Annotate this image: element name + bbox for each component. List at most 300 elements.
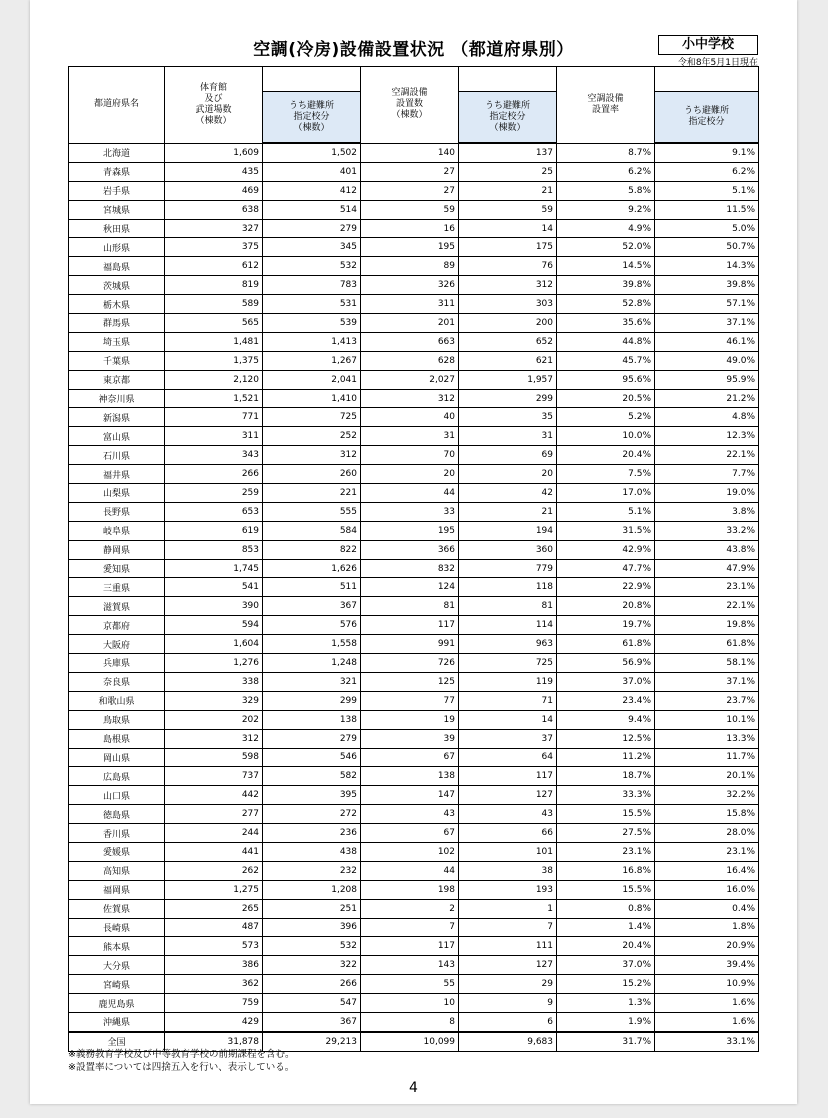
header-line: 設置率 xyxy=(591,104,619,115)
value-cell: 576 xyxy=(263,616,361,635)
value-cell: 45.7% xyxy=(557,351,655,370)
value-cell: 11.5% xyxy=(655,200,759,219)
value-cell: 312 xyxy=(165,729,263,748)
value-cell: 20.4% xyxy=(557,937,655,956)
header-line: 体育館 xyxy=(199,82,227,93)
value-cell: 202 xyxy=(165,710,263,729)
value-cell: 375 xyxy=(165,238,263,257)
value-cell: 37.0% xyxy=(557,956,655,975)
prefecture-cell: 福岡県 xyxy=(69,880,165,899)
prefecture-cell: 高知県 xyxy=(69,861,165,880)
value-cell: 22.1% xyxy=(655,446,759,465)
value-cell: 118 xyxy=(459,578,557,597)
value-cell: 429 xyxy=(165,1012,263,1031)
value-cell: 14.5% xyxy=(557,257,655,276)
value-cell: 2,027 xyxy=(361,370,459,389)
prefecture-cell: 長野県 xyxy=(69,502,165,521)
value-cell: 5.1% xyxy=(655,181,759,200)
value-cell: 22.9% xyxy=(557,578,655,597)
value-cell: 326 xyxy=(361,276,459,295)
value-cell: 628 xyxy=(361,351,459,370)
value-cell: 47.7% xyxy=(557,559,655,578)
prefecture-cell: 京都府 xyxy=(69,616,165,635)
value-cell: 441 xyxy=(165,842,263,861)
header-line: 空調設備 xyxy=(391,88,428,99)
value-cell: 725 xyxy=(459,654,557,673)
value-cell: 9.4% xyxy=(557,710,655,729)
value-cell: 311 xyxy=(165,427,263,446)
value-cell: 117 xyxy=(361,937,459,956)
value-cell: 31 xyxy=(459,427,557,446)
value-cell: 33.1% xyxy=(655,1032,759,1051)
value-cell: 31.5% xyxy=(557,521,655,540)
prefecture-cell: 佐賀県 xyxy=(69,899,165,918)
value-cell: 511 xyxy=(263,578,361,597)
table-row xyxy=(69,200,759,219)
value-cell: 299 xyxy=(459,389,557,408)
value-cell: 541 xyxy=(165,578,263,597)
table-row xyxy=(69,956,759,975)
value-cell: 15.5% xyxy=(557,805,655,824)
value-cell: 44.8% xyxy=(557,332,655,351)
table-body xyxy=(69,143,759,1051)
value-cell: 9,683 xyxy=(459,1032,557,1051)
value-cell: 23.1% xyxy=(655,578,759,597)
value-cell: 37.1% xyxy=(655,314,759,333)
value-cell: 252 xyxy=(263,427,361,446)
prefecture-cell: 千葉県 xyxy=(69,351,165,370)
table-row xyxy=(69,729,759,748)
value-cell: 401 xyxy=(263,162,361,181)
table-row xyxy=(69,710,759,729)
table-row xyxy=(69,597,759,616)
value-cell: 66 xyxy=(459,824,557,843)
value-cell: 19 xyxy=(361,710,459,729)
value-cell: 6 xyxy=(459,1012,557,1031)
prefecture-cell: 大阪府 xyxy=(69,635,165,654)
value-cell: 5.1% xyxy=(557,502,655,521)
value-cell: 991 xyxy=(361,635,459,654)
value-cell: 69 xyxy=(459,446,557,465)
value-cell: 7 xyxy=(459,918,557,937)
value-cell: 198 xyxy=(361,880,459,899)
value-cell: 6.2% xyxy=(655,162,759,181)
value-cell: 236 xyxy=(263,824,361,843)
value-cell: 251 xyxy=(263,899,361,918)
value-cell: 343 xyxy=(165,446,263,465)
value-cell: 20 xyxy=(361,465,459,484)
value-cell: 31.7% xyxy=(557,1032,655,1051)
prefecture-cell: 三重県 xyxy=(69,578,165,597)
table-row xyxy=(69,219,759,238)
value-cell: 119 xyxy=(459,672,557,691)
value-cell: 31,878 xyxy=(165,1032,263,1051)
value-cell: 312 xyxy=(459,276,557,295)
header-line: 指定校分 xyxy=(489,111,526,122)
value-cell: 395 xyxy=(263,786,361,805)
value-cell: 327 xyxy=(165,219,263,238)
value-cell: 582 xyxy=(263,767,361,786)
value-cell: 44 xyxy=(361,861,459,880)
value-cell: 1,248 xyxy=(263,654,361,673)
value-cell: 89 xyxy=(361,257,459,276)
header-line: 武道場数 xyxy=(195,104,232,115)
value-cell: 3.8% xyxy=(655,502,759,521)
table-row xyxy=(69,578,759,597)
value-cell: 1,609 xyxy=(165,143,263,162)
value-cell: 25 xyxy=(459,162,557,181)
value-cell: 832 xyxy=(361,559,459,578)
value-cell: 10.0% xyxy=(557,427,655,446)
value-cell: 232 xyxy=(263,861,361,880)
table-row xyxy=(69,484,759,503)
prefecture-cell: 新潟県 xyxy=(69,408,165,427)
value-cell: 35.6% xyxy=(557,314,655,333)
value-cell: 42.9% xyxy=(557,540,655,559)
value-cell: 32.2% xyxy=(655,786,759,805)
value-cell: 266 xyxy=(165,465,263,484)
value-cell: 201 xyxy=(361,314,459,333)
value-cell: 822 xyxy=(263,540,361,559)
table-row xyxy=(69,899,759,918)
value-cell: 9.1% xyxy=(655,143,759,162)
value-cell: 390 xyxy=(165,597,263,616)
value-cell: 771 xyxy=(165,408,263,427)
table-row xyxy=(69,465,759,484)
value-cell: 16.0% xyxy=(655,880,759,899)
table-row xyxy=(69,540,759,559)
table-row xyxy=(69,370,759,389)
value-cell: 1,957 xyxy=(459,370,557,389)
header-line: うち避難所 xyxy=(683,106,729,116)
table-row xyxy=(69,143,759,162)
value-cell: 0.8% xyxy=(557,899,655,918)
table-row xyxy=(69,786,759,805)
header-gym xyxy=(165,67,263,144)
value-cell: 1,604 xyxy=(165,635,263,654)
value-cell: 244 xyxy=(165,824,263,843)
value-cell: 127 xyxy=(459,786,557,805)
header-line: 空調設備 xyxy=(587,93,624,104)
prefecture-cell: 大分県 xyxy=(69,956,165,975)
value-cell: 39.8% xyxy=(655,276,759,295)
value-cell: 101 xyxy=(459,842,557,861)
value-cell: 321 xyxy=(263,672,361,691)
value-cell: 2,041 xyxy=(263,370,361,389)
value-cell: 39.4% xyxy=(655,956,759,975)
value-cell: 1.4% xyxy=(557,918,655,937)
value-cell: 14.3% xyxy=(655,257,759,276)
prefecture-cell: 山梨県 xyxy=(69,484,165,503)
value-cell: 140 xyxy=(361,143,459,162)
value-cell: 514 xyxy=(263,200,361,219)
prefecture-cell: 埼玉県 xyxy=(69,332,165,351)
header-pref: 都道府県名 xyxy=(69,67,165,144)
value-cell: 70 xyxy=(361,446,459,465)
prefecture-cell: 福島県 xyxy=(69,257,165,276)
value-cell: 345 xyxy=(263,238,361,257)
value-cell: 28.0% xyxy=(655,824,759,843)
value-cell: 612 xyxy=(165,257,263,276)
prefecture-cell: 岡山県 xyxy=(69,748,165,767)
value-cell: 759 xyxy=(165,994,263,1013)
value-cell: 95.9% xyxy=(655,370,759,389)
value-cell: 193 xyxy=(459,880,557,899)
header-line: （棟数） xyxy=(489,122,526,133)
value-cell: 312 xyxy=(263,446,361,465)
table-row xyxy=(69,672,759,691)
header-line: 設置数 xyxy=(395,99,423,110)
prefecture-cell: 群馬県 xyxy=(69,314,165,333)
value-cell: 55 xyxy=(361,975,459,994)
value-cell: 15.5% xyxy=(557,880,655,899)
value-cell: 329 xyxy=(165,691,263,710)
prefecture-cell: 山口県 xyxy=(69,786,165,805)
value-cell: 584 xyxy=(263,521,361,540)
value-cell: 8 xyxy=(361,1012,459,1031)
value-cell: 59 xyxy=(361,200,459,219)
value-cell: 31 xyxy=(361,427,459,446)
value-cell: 40 xyxy=(361,408,459,427)
footnote-2: ※設置率については四捨五入を行い、表示している。 xyxy=(68,1062,295,1073)
value-cell: 61.8% xyxy=(655,635,759,654)
value-cell: 8.7% xyxy=(557,143,655,162)
value-cell: 260 xyxy=(263,465,361,484)
value-cell: 124 xyxy=(361,578,459,597)
value-cell: 59 xyxy=(459,200,557,219)
value-cell: 56.9% xyxy=(557,654,655,673)
value-cell: 76 xyxy=(459,257,557,276)
value-cell: 663 xyxy=(361,332,459,351)
school-type-badge: 小中学校 xyxy=(658,35,758,55)
value-cell: 12.3% xyxy=(655,427,759,446)
value-cell: 13.3% xyxy=(655,729,759,748)
prefecture-cell: 長崎県 xyxy=(69,918,165,937)
value-cell: 117 xyxy=(361,616,459,635)
value-cell: 14 xyxy=(459,219,557,238)
value-cell: 726 xyxy=(361,654,459,673)
value-cell: 303 xyxy=(459,295,557,314)
value-cell: 11.2% xyxy=(557,748,655,767)
value-cell: 1.6% xyxy=(655,994,759,1013)
value-cell: 367 xyxy=(263,1012,361,1031)
value-cell: 1.3% xyxy=(557,994,655,1013)
header-line: うち避難所 xyxy=(484,100,530,111)
value-cell: 11.7% xyxy=(655,748,759,767)
value-cell: 46.1% xyxy=(655,332,759,351)
header-line: うち避難所 xyxy=(288,100,334,111)
value-cell: 1,626 xyxy=(263,559,361,578)
value-cell: 61.8% xyxy=(557,635,655,654)
table-row xyxy=(69,767,759,786)
value-cell: 7 xyxy=(361,918,459,937)
value-cell: 262 xyxy=(165,861,263,880)
value-cell: 279 xyxy=(263,219,361,238)
table-row xyxy=(69,994,759,1013)
value-cell: 9.2% xyxy=(557,200,655,219)
value-cell: 539 xyxy=(263,314,361,333)
value-cell: 277 xyxy=(165,805,263,824)
header-line: 指定校分 xyxy=(293,111,330,122)
value-cell: 23.1% xyxy=(557,842,655,861)
value-cell: 652 xyxy=(459,332,557,351)
value-cell: 23.7% xyxy=(655,691,759,710)
value-cell: 20 xyxy=(459,465,557,484)
value-cell: 366 xyxy=(361,540,459,559)
table-row xyxy=(69,238,759,257)
value-cell: 725 xyxy=(263,408,361,427)
header-rate xyxy=(557,67,655,144)
header-ac-shelter xyxy=(459,92,557,144)
value-cell: 127 xyxy=(459,956,557,975)
value-cell: 175 xyxy=(459,238,557,257)
value-cell: 52.8% xyxy=(557,295,655,314)
value-cell: 29,213 xyxy=(263,1032,361,1051)
value-cell: 143 xyxy=(361,956,459,975)
value-cell: 1,276 xyxy=(165,654,263,673)
value-cell: 311 xyxy=(361,295,459,314)
table-row xyxy=(69,918,759,937)
prefecture-cell: 神奈川県 xyxy=(69,389,165,408)
value-cell: 195 xyxy=(361,238,459,257)
value-cell: 1,413 xyxy=(263,332,361,351)
value-cell: 19.0% xyxy=(655,484,759,503)
value-cell: 438 xyxy=(263,842,361,861)
value-cell: 33.3% xyxy=(557,786,655,805)
value-cell: 43.8% xyxy=(655,540,759,559)
value-cell: 1,481 xyxy=(165,332,263,351)
table-row xyxy=(69,276,759,295)
value-cell: 43 xyxy=(361,805,459,824)
header-gym-shelter xyxy=(263,92,361,144)
table-row xyxy=(69,427,759,446)
header-ac xyxy=(361,67,459,144)
value-cell: 29 xyxy=(459,975,557,994)
value-cell: 43 xyxy=(459,805,557,824)
value-cell: 435 xyxy=(165,162,263,181)
prefecture-cell: 岩手県 xyxy=(69,181,165,200)
value-cell: 22.1% xyxy=(655,597,759,616)
value-cell: 546 xyxy=(263,748,361,767)
value-cell: 10,099 xyxy=(361,1032,459,1051)
prefecture-cell: 鳥取県 xyxy=(69,710,165,729)
value-cell: 1,502 xyxy=(263,143,361,162)
prefecture-cell: 熊本県 xyxy=(69,937,165,956)
value-cell: 37.1% xyxy=(655,672,759,691)
table-row xyxy=(69,521,759,540)
value-cell: 555 xyxy=(263,502,361,521)
value-cell: 532 xyxy=(263,937,361,956)
value-cell: 322 xyxy=(263,956,361,975)
prefecture-cell: 愛知県 xyxy=(69,559,165,578)
value-cell: 779 xyxy=(459,559,557,578)
prefecture-cell: 東京都 xyxy=(69,370,165,389)
value-cell: 125 xyxy=(361,672,459,691)
value-cell: 39 xyxy=(361,729,459,748)
value-cell: 1,521 xyxy=(165,389,263,408)
prefecture-cell: 北海道 xyxy=(69,143,165,162)
document-page xyxy=(30,0,797,1104)
value-cell: 531 xyxy=(263,295,361,314)
value-cell: 1,745 xyxy=(165,559,263,578)
prefecture-cell: 徳島県 xyxy=(69,805,165,824)
value-cell: 102 xyxy=(361,842,459,861)
value-cell: 16.4% xyxy=(655,861,759,880)
value-cell: 67 xyxy=(361,748,459,767)
value-cell: 9 xyxy=(459,994,557,1013)
prefecture-cell: 青森県 xyxy=(69,162,165,181)
value-cell: 20.5% xyxy=(557,389,655,408)
value-cell: 20.1% xyxy=(655,767,759,786)
table-row xyxy=(69,295,759,314)
value-cell: 27.5% xyxy=(557,824,655,843)
value-cell: 77 xyxy=(361,691,459,710)
table-row xyxy=(69,861,759,880)
value-cell: 7.7% xyxy=(655,465,759,484)
value-cell: 7.5% xyxy=(557,465,655,484)
value-cell: 37 xyxy=(459,729,557,748)
header-line: （棟数） xyxy=(391,110,428,121)
page-title: 空調(冷房)設備設置状況 （都道府県別） xyxy=(253,40,574,60)
value-cell: 265 xyxy=(165,899,263,918)
value-cell: 21.2% xyxy=(655,389,759,408)
header-line: 指定校分 xyxy=(688,117,725,127)
value-cell: 1,208 xyxy=(263,880,361,899)
prefecture-cell: 和歌山県 xyxy=(69,691,165,710)
value-cell: 15.2% xyxy=(557,975,655,994)
table-row xyxy=(69,408,759,427)
value-cell: 279 xyxy=(263,729,361,748)
value-cell: 6.2% xyxy=(557,162,655,181)
value-cell: 819 xyxy=(165,276,263,295)
prefecture-cell: 秋田県 xyxy=(69,219,165,238)
prefecture-cell: 愛媛県 xyxy=(69,842,165,861)
prefecture-cell: 石川県 xyxy=(69,446,165,465)
prefecture-cell: 兵庫県 xyxy=(69,654,165,673)
value-cell: 10.1% xyxy=(655,710,759,729)
value-cell: 20.8% xyxy=(557,597,655,616)
value-cell: 64 xyxy=(459,748,557,767)
value-cell: 1,410 xyxy=(263,389,361,408)
value-cell: 362 xyxy=(165,975,263,994)
prefecture-cell: 岐阜県 xyxy=(69,521,165,540)
value-cell: 27 xyxy=(361,181,459,200)
value-cell: 5.8% xyxy=(557,181,655,200)
table-row xyxy=(69,332,759,351)
value-cell: 1.9% xyxy=(557,1012,655,1031)
value-cell: 138 xyxy=(361,767,459,786)
table-row xyxy=(69,1012,759,1031)
value-cell: 573 xyxy=(165,937,263,956)
table-row xyxy=(69,181,759,200)
table-row xyxy=(69,257,759,276)
value-cell: 137 xyxy=(459,143,557,162)
value-cell: 412 xyxy=(263,181,361,200)
table-row xyxy=(69,805,759,824)
ac-installation-table xyxy=(68,66,759,1052)
value-cell: 49.0% xyxy=(655,351,759,370)
table-row xyxy=(69,389,759,408)
value-cell: 1,375 xyxy=(165,351,263,370)
value-cell: 71 xyxy=(459,691,557,710)
value-cell: 138 xyxy=(263,710,361,729)
header-line: （棟数） xyxy=(195,115,232,126)
header-rate-shelter xyxy=(655,92,759,144)
value-cell: 33 xyxy=(361,502,459,521)
value-cell: 147 xyxy=(361,786,459,805)
value-cell: 111 xyxy=(459,937,557,956)
value-cell: 117 xyxy=(459,767,557,786)
